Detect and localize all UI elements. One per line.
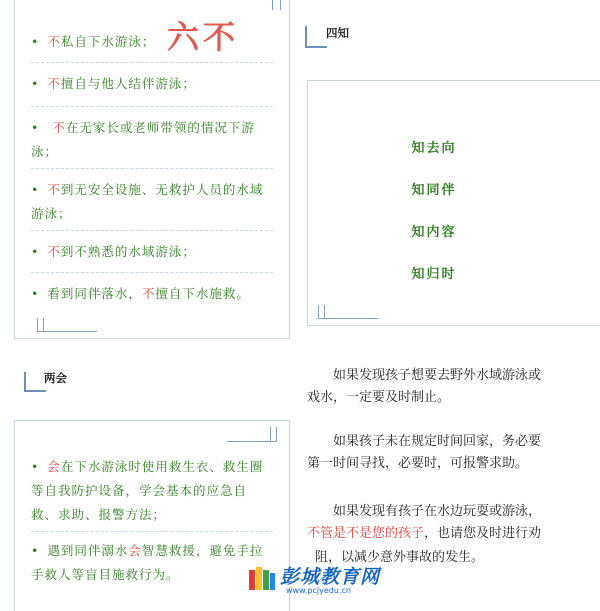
two-can-title: 两会 [44, 371, 67, 385]
four-know-item: 知内容 [411, 225, 457, 240]
divider [31, 230, 273, 231]
title-accent [305, 46, 327, 48]
four-know-title: 四知 [326, 26, 349, 40]
corner-deco [37, 318, 38, 332]
corner-deco [318, 305, 319, 319]
parent-advice-text: 如果发现孩子想要去野外水域游泳或 戏水，一定要及时制止。 如果孩子未在规定时间回家，务必要 第一时间寻找，必要时，可报警求助。 如果发现有孩子在水边玩耍或游泳， 不管是不是您的孩子，也请您及时进行劝 阻，以减少意外事故的发生。 [307, 368, 542, 565]
corner-deco [276, 427, 277, 441]
four-know-item: 知归时 [411, 267, 457, 282]
divider [31, 106, 273, 107]
corner-deco [324, 305, 325, 319]
corner-deco [37, 331, 97, 332]
title-accent [24, 390, 46, 392]
list-item: • 不私自下水游泳； [31, 34, 156, 49]
site-watermark [246, 560, 406, 600]
divider [31, 531, 273, 532]
list-item: • 会在下水游泳时使用救生衣、救生圈 等自我防护设备，学会基本的应急自 救、求助、报警方法； [31, 459, 264, 522]
title-accent [305, 26, 307, 46]
divider [31, 168, 273, 169]
corner-deco [318, 318, 378, 319]
list-item: • 不到不熟悉的水域游泳； [31, 244, 196, 259]
four-know-item: 知去向 [411, 141, 457, 156]
watermark-name: 彭城教育网 [280, 566, 381, 588]
divider [31, 272, 273, 273]
corner-deco [270, 427, 271, 441]
list-item: • 遇到同伴溺水会智慧救援，避免手拉 手救人等盲目施救行为。 [31, 543, 264, 582]
list-item: • 看到同伴落水，不擅自下水施救。 [31, 286, 250, 301]
corner-deco [280, 0, 281, 10]
six-dont-panel [14, 0, 290, 339]
stamp-six-dont: 六不 [167, 18, 240, 56]
book-logo-icon [246, 564, 276, 592]
list-item: • 不在无家长或老师带领的情况下游 泳； [31, 120, 255, 159]
four-know-panel [307, 80, 600, 326]
title-accent [24, 372, 26, 390]
list-item: • 不到无安全设施、无救护人员的水域 游泳； [31, 182, 264, 221]
watermark-url: www.pcjyedu.cn [286, 586, 351, 595]
corner-deco [272, 0, 273, 10]
list-item: • 不擅自与他人结伴游泳； [31, 76, 196, 91]
corner-deco [227, 441, 277, 442]
corner-deco [43, 318, 44, 332]
four-know-item: 知同伴 [411, 183, 457, 198]
divider [31, 62, 273, 63]
